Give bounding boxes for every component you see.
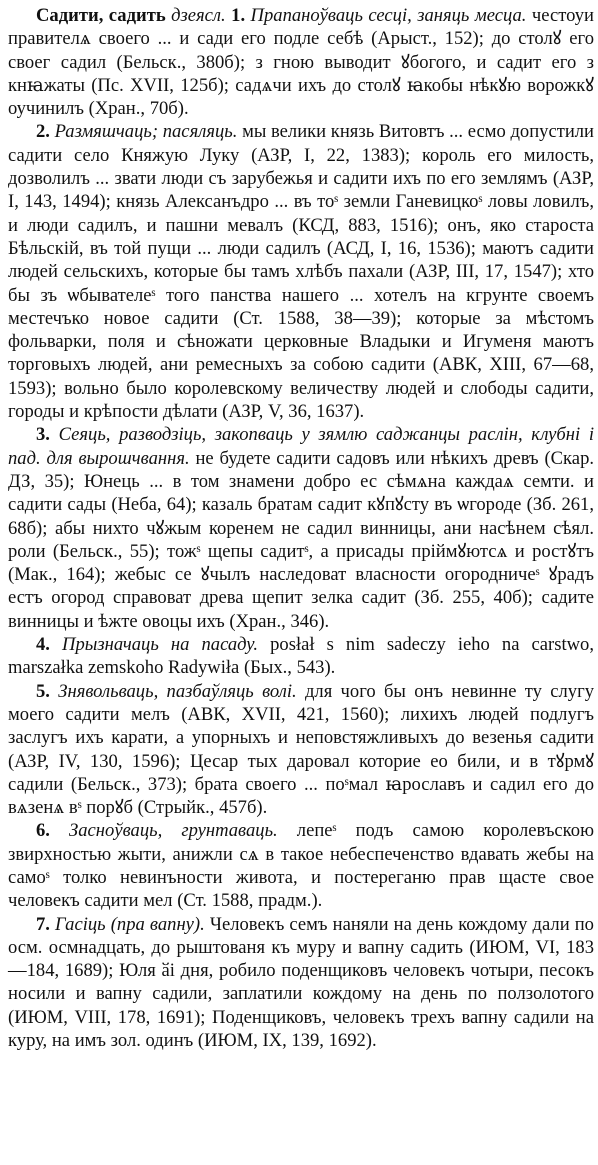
sense-number: 4. <box>36 634 50 656</box>
sense-citations: posłał s nim sadeczy ieho na carstwo, marszałka zemskoho Radywiła (Бых., 543). <box>8 634 594 679</box>
dictionary-entry <box>8 4 594 1052</box>
sense-number: 2. <box>36 121 50 143</box>
grammar-label: дзеясл. <box>171 5 226 26</box>
sense-gloss: Гасіць (пра вапну). <box>55 913 205 935</box>
sense-number: 5. <box>36 680 50 702</box>
sense-5 <box>8 680 594 820</box>
sense-3 <box>8 423 594 633</box>
sense-citations: лепеˢ подъ самою королевъскою звирхностью жыти, анижли сѧ в такое небеспеченство вдавать жебы на самоˢ толко невинъности живота, и постереганю прав щасте свое человекъ садити мел (Ст. 1588, прадм.). <box>8 820 594 912</box>
sense-gloss: Прапаноўваць сесці, заняць месца. <box>250 5 527 26</box>
sense-citations: для чого бы онъ невинне ту слугу моего садити мелъ (АВК, XVII, 421, 1560); лихихъ людей подлугъ заслугъ ихъ карати, а упорныхъ и неповстяжливыхъ до везенья садити (АЗР, IV, 130, 1596); Цесар тых даровал которие ео били, и в тꙋрмꙋ садили (Бельск., 373); брата своего ... поˢмал ꙗрославъ и садил его до вѧзенѧ вˢ порꙋб (Стрыйк., 457б). <box>8 680 594 819</box>
sense-citations: мы велики князь Витовтъ ... есмо допустили садити село Княжую Луку (АЗР, I, 22, 1383); король его милость, дозволилъ ... звати люди съ зарубежья и садити ихъ по его землямъ (АЗР, I, 143, 1494); князь Алексанъдро ... въ тоˢ земли Ганевицкоˢ ловы ловилъ, и люди садилъ, и пашни мевалъ (КСД, 883, 1516); онъ, яко староста Бѣльскiй, въ той пущи ... люди садилъ (АСД, I, 16, 1536); маютъ садити людей сельскихъ, которые бы тамъ хлѣбъ пахали (АЗР, III, 17, 1547); хто бы зъ ѡбывателеˢ того панства нашего ... хотелъ на кгрунте своемъ местечъко новое садити (Ст. 1588, 38—39); которые за мѣстомъ фольварки, поля и сѣножати церковные Владыки и Игуменя маютъ торговыхъ людей, ани ремесныхъ за собою садити (АВК, XIII, 67—68, 1593); вольно было королевскому величеству людей и слободы садити, городы и крѣпости дѣлати (АЗР, V, 36, 1637). <box>8 121 595 423</box>
sense-7 <box>8 913 594 1053</box>
sense-1 <box>8 4 594 120</box>
sense-citations: честоуи правителѧ своего ... и сади его подле себѣ (Арыст., 152); до столꙋ его своег садил (Бельск., 380б); з гною выводит ꙋбогого, и садит его з кнꙗжаты (Пс. XVII, 125б); садѧчи ихъ до столꙋ ꙗкобы нѣкꙋю ворожкꙋ оучинилъ (Хран., 70б). <box>8 5 594 120</box>
entry-headword: Садити, садить <box>36 5 166 26</box>
sense-gloss: Размяшчаць; пасяляць. <box>54 121 238 143</box>
sense-number: 6. <box>36 820 50 842</box>
sense-gloss: Засноўваць, грунтаваць. <box>69 820 278 842</box>
sense-number: 1. <box>231 5 246 26</box>
sense-6 <box>8 819 594 912</box>
sense-number: 7. <box>36 913 50 935</box>
sense-4 <box>8 633 594 680</box>
sense-gloss: Сеяць, разводзіць, закопваць у зямлю саджанцы раслін, клубні і пад. для вырошчвання. <box>8 424 594 469</box>
sense-2 <box>8 120 594 423</box>
sense-gloss: Знявольваць, пазбаўляць волі. <box>58 680 297 702</box>
sense-citations: Человекъ семъ наняли на день кождому дали по осм. осмнадцать, до рыштованя къ муру и вапну садить (ИЮМ, VI, 183—184, 1689); Юля ӑі дня, робило поденщиковъ человекъ чотыри, песокъ носили и вапну садили, заплатили кождому на день по ползолотого (ИЮМ, VIII, 178, 1691); Поденщиковъ, человекъ трехъ вапну садили на куру, на имъ зол. одинъ (ИЮМ, IX, 139, 1692). <box>8 913 594 1052</box>
sense-gloss: Прызначаць на пасаду. <box>62 634 259 656</box>
sense-citations: не будете садити садовъ или нѣкихъ древъ (Скар. ДЗ, 35); Юнець ... в том знамени добро ес сѣмѧна каждаѧ семти. и садити сады (Неба, 64); казаль братам садит кꙋпꙋсту въ ѡгороде (Зб. 261, 68б); абы нихто чꙋжым коренем не садил винницы, ани насѣнем сѣял. роли (Бельск., 55); тожˢ щепы садитˢ, а присады прiймꙋютсѧ и ростꙋтъ (Мак., 164); жебыс се ꙋчылъ наследоват власности огородничеˢ ꙋрадъ естъ огород справоват древа щепит зелка садит (Зб. 255, 40б); садите винницы и ѣжте овоцы ихъ (Хран., 346). <box>8 447 595 632</box>
sense-number: 3. <box>36 424 50 446</box>
